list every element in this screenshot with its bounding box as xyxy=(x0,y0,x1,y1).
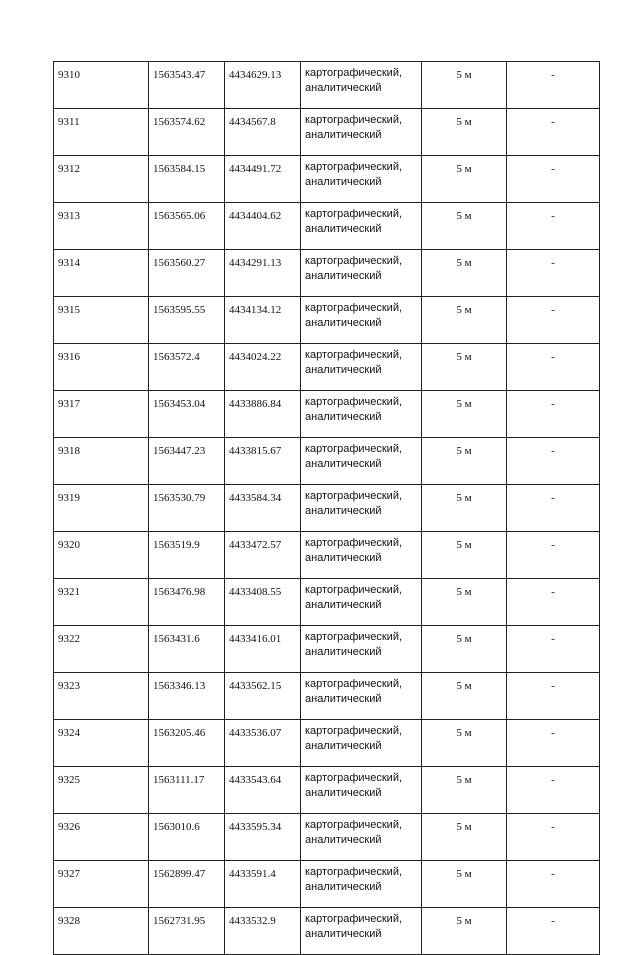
description-cell xyxy=(507,203,600,250)
point-number-cell xyxy=(54,438,149,485)
y-coordinate-cell xyxy=(225,297,301,344)
description-cell xyxy=(507,720,600,767)
accuracy-cell xyxy=(422,673,507,720)
accuracy-text: 5 м xyxy=(456,915,472,927)
description-text: - xyxy=(551,492,555,504)
accuracy-text: 5 м xyxy=(456,351,472,363)
method-text-line-2: аналитический xyxy=(305,834,382,846)
method-text-line-1: картографический, xyxy=(305,584,403,596)
accuracy-text: 5 м xyxy=(456,69,472,81)
method-text-line-1: картографический, xyxy=(305,490,403,502)
method-cell xyxy=(301,720,422,767)
table-row xyxy=(54,532,600,579)
table-row xyxy=(54,297,600,344)
point-number-text: 9321 xyxy=(58,586,80,598)
accuracy-cell xyxy=(422,109,507,156)
method-cell xyxy=(301,109,422,156)
y-coordinate-cell xyxy=(225,720,301,767)
accuracy-text: 5 м xyxy=(456,116,472,128)
table-row xyxy=(54,720,600,767)
method-text-line-2: аналитический xyxy=(305,693,382,705)
y-coordinate-text: 4433416.01 xyxy=(229,633,282,645)
method-text-line-1: картографический, xyxy=(305,537,403,549)
point-number-text: 9312 xyxy=(58,163,80,175)
point-number-cell xyxy=(54,767,149,814)
accuracy-text: 5 м xyxy=(456,492,472,504)
x-coordinate-cell xyxy=(149,391,225,438)
y-coordinate-cell xyxy=(225,673,301,720)
method-text-line-2: аналитический xyxy=(305,129,382,141)
x-coordinate-text: 1563560.27 xyxy=(153,257,206,269)
accuracy-text: 5 м xyxy=(456,304,472,316)
method-text-line-1: картографический, xyxy=(305,67,403,79)
method-text-line-2: аналитический xyxy=(305,411,382,423)
x-coordinate-cell xyxy=(149,250,225,297)
method-text-line-2: аналитический xyxy=(305,787,382,799)
point-number-text: 9325 xyxy=(58,774,80,786)
x-coordinate-cell xyxy=(149,861,225,908)
table-row xyxy=(54,861,600,908)
table-row xyxy=(54,908,600,955)
method-text-line-2: аналитический xyxy=(305,552,382,564)
coordinates-table-body xyxy=(54,62,600,955)
method-cell xyxy=(301,156,422,203)
accuracy-text: 5 м xyxy=(456,445,472,457)
method-text-line-2: аналитический xyxy=(305,740,382,752)
point-number-text: 9328 xyxy=(58,915,80,927)
description-cell xyxy=(507,626,600,673)
x-coordinate-text: 1563476.98 xyxy=(153,586,206,598)
point-number-cell xyxy=(54,391,149,438)
accuracy-cell xyxy=(422,156,507,203)
method-cell xyxy=(301,908,422,955)
y-coordinate-cell xyxy=(225,532,301,579)
table-row xyxy=(54,344,600,391)
accuracy-text: 5 м xyxy=(456,680,472,692)
point-number-cell xyxy=(54,579,149,626)
accuracy-cell xyxy=(422,767,507,814)
description-text: - xyxy=(551,351,555,363)
point-number-cell xyxy=(54,250,149,297)
x-coordinate-text: 1563584.15 xyxy=(153,163,206,175)
description-text: - xyxy=(551,210,555,222)
method-text-line-1: картографический, xyxy=(305,631,403,643)
point-number-text: 9317 xyxy=(58,398,80,410)
point-number-text: 9320 xyxy=(58,539,80,551)
method-cell xyxy=(301,814,422,861)
x-coordinate-text: 1563447.23 xyxy=(153,445,206,457)
x-coordinate-cell xyxy=(149,673,225,720)
method-cell xyxy=(301,250,422,297)
y-coordinate-cell xyxy=(225,391,301,438)
point-number-text: 9316 xyxy=(58,351,80,363)
method-cell xyxy=(301,438,422,485)
x-coordinate-text: 1563565.06 xyxy=(153,210,206,222)
method-text-line-2: аналитический xyxy=(305,881,382,893)
description-cell xyxy=(507,438,600,485)
y-coordinate-cell xyxy=(225,109,301,156)
method-text-line-1: картографический, xyxy=(305,913,403,925)
point-number-cell xyxy=(54,485,149,532)
table-row xyxy=(54,438,600,485)
y-coordinate-cell xyxy=(225,62,301,109)
accuracy-cell xyxy=(422,438,507,485)
description-text: - xyxy=(551,257,555,269)
table-row xyxy=(54,250,600,297)
y-coordinate-text: 4433584.34 xyxy=(229,492,282,504)
method-text-line-2: аналитический xyxy=(305,364,382,376)
table-row xyxy=(54,814,600,861)
y-coordinate-text: 4433536.07 xyxy=(229,727,282,739)
y-coordinate-text: 4434024.22 xyxy=(229,351,282,363)
description-cell xyxy=(507,62,600,109)
method-cell xyxy=(301,861,422,908)
method-text-line-1: картографический, xyxy=(305,302,403,314)
x-coordinate-text: 1563543.47 xyxy=(153,69,206,81)
description-cell xyxy=(507,767,600,814)
x-coordinate-text: 1563111.17 xyxy=(153,774,205,786)
method-cell xyxy=(301,626,422,673)
method-cell xyxy=(301,203,422,250)
y-coordinate-cell xyxy=(225,579,301,626)
method-cell xyxy=(301,767,422,814)
description-cell xyxy=(507,485,600,532)
y-coordinate-cell xyxy=(225,156,301,203)
x-coordinate-cell xyxy=(149,344,225,391)
method-text-line-2: аналитический xyxy=(305,223,382,235)
x-coordinate-text: 1563574.62 xyxy=(153,116,206,128)
accuracy-cell xyxy=(422,532,507,579)
method-cell xyxy=(301,673,422,720)
description-text: - xyxy=(551,727,555,739)
description-text: - xyxy=(551,69,555,81)
table-row xyxy=(54,485,600,532)
table-row xyxy=(54,579,600,626)
method-text-line-2: аналитический xyxy=(305,928,382,940)
accuracy-cell xyxy=(422,861,507,908)
table-row xyxy=(54,626,600,673)
y-coordinate-text: 4433562.15 xyxy=(229,680,282,692)
description-text: - xyxy=(551,163,555,175)
accuracy-text: 5 м xyxy=(456,539,472,551)
description-text: - xyxy=(551,586,555,598)
point-number-text: 9313 xyxy=(58,210,80,222)
x-coordinate-cell xyxy=(149,203,225,250)
point-number-text: 9319 xyxy=(58,492,80,504)
description-text: - xyxy=(551,680,555,692)
point-number-cell xyxy=(54,814,149,861)
x-coordinate-cell xyxy=(149,485,225,532)
y-coordinate-text: 4434567.8 xyxy=(229,116,276,128)
y-coordinate-cell xyxy=(225,767,301,814)
y-coordinate-cell xyxy=(225,485,301,532)
x-coordinate-text: 1563595.55 xyxy=(153,304,206,316)
x-coordinate-text: 1563010.6 xyxy=(153,821,200,833)
method-text-line-2: аналитический xyxy=(305,270,382,282)
x-coordinate-cell xyxy=(149,109,225,156)
table-row xyxy=(54,156,600,203)
accuracy-text: 5 м xyxy=(456,210,472,222)
description-text: - xyxy=(551,633,555,645)
method-text-line-2: аналитический xyxy=(305,505,382,517)
method-text-line-2: аналитический xyxy=(305,176,382,188)
point-number-text: 9323 xyxy=(58,680,80,692)
point-number-cell xyxy=(54,861,149,908)
x-coordinate-cell xyxy=(149,156,225,203)
method-text-line-1: картографический, xyxy=(305,772,403,784)
description-cell xyxy=(507,250,600,297)
description-text: - xyxy=(551,398,555,410)
point-number-cell xyxy=(54,626,149,673)
method-cell xyxy=(301,485,422,532)
x-coordinate-cell xyxy=(149,62,225,109)
x-coordinate-cell xyxy=(149,579,225,626)
table-row xyxy=(54,391,600,438)
point-number-cell xyxy=(54,673,149,720)
y-coordinate-cell xyxy=(225,203,301,250)
point-number-cell xyxy=(54,62,149,109)
method-text-line-2: аналитический xyxy=(305,317,382,329)
x-coordinate-text: 1563453.04 xyxy=(153,398,206,410)
method-text-line-1: картографический, xyxy=(305,725,403,737)
x-coordinate-cell xyxy=(149,908,225,955)
description-text: - xyxy=(551,116,555,128)
y-coordinate-text: 4434134.12 xyxy=(229,304,282,316)
table-row xyxy=(54,109,600,156)
accuracy-text: 5 м xyxy=(456,821,472,833)
method-text-line-1: картографический, xyxy=(305,208,403,220)
y-coordinate-text: 4433591.4 xyxy=(229,868,276,880)
method-text-line-1: картографический, xyxy=(305,866,403,878)
y-coordinate-cell xyxy=(225,626,301,673)
description-cell xyxy=(507,391,600,438)
method-text-line-1: картографический, xyxy=(305,678,403,690)
method-text-line-1: картографический, xyxy=(305,161,403,173)
accuracy-cell xyxy=(422,720,507,767)
description-cell xyxy=(507,156,600,203)
table-row xyxy=(54,203,600,250)
y-coordinate-text: 4433472.57 xyxy=(229,539,282,551)
accuracy-cell xyxy=(422,297,507,344)
accuracy-cell xyxy=(422,250,507,297)
table-row xyxy=(54,62,600,109)
point-number-text: 9326 xyxy=(58,821,80,833)
x-coordinate-text: 1563431.6 xyxy=(153,633,200,645)
method-text-line-1: картографический, xyxy=(305,819,403,831)
accuracy-cell xyxy=(422,908,507,955)
y-coordinate-text: 4433543.64 xyxy=(229,774,282,786)
accuracy-cell xyxy=(422,626,507,673)
point-number-text: 9322 xyxy=(58,633,80,645)
method-text-line-2: аналитический xyxy=(305,646,382,658)
y-coordinate-cell xyxy=(225,250,301,297)
x-coordinate-text: 1563205.46 xyxy=(153,727,206,739)
coordinates-table xyxy=(53,61,600,955)
description-cell xyxy=(507,344,600,391)
y-coordinate-text: 4434491.72 xyxy=(229,163,282,175)
method-text-line-1: картографический, xyxy=(305,396,403,408)
accuracy-cell xyxy=(422,391,507,438)
description-text: - xyxy=(551,915,555,927)
method-text-line-1: картографический, xyxy=(305,349,403,361)
x-coordinate-cell xyxy=(149,626,225,673)
x-coordinate-text: 1562899.47 xyxy=(153,868,206,880)
accuracy-cell xyxy=(422,814,507,861)
table-row xyxy=(54,767,600,814)
accuracy-text: 5 м xyxy=(456,257,472,269)
x-coordinate-cell xyxy=(149,297,225,344)
y-coordinate-cell xyxy=(225,438,301,485)
x-coordinate-cell xyxy=(149,767,225,814)
y-coordinate-cell xyxy=(225,814,301,861)
x-coordinate-cell xyxy=(149,532,225,579)
description-cell xyxy=(507,532,600,579)
point-number-cell xyxy=(54,109,149,156)
method-cell xyxy=(301,344,422,391)
accuracy-cell xyxy=(422,203,507,250)
x-coordinate-text: 1562731.95 xyxy=(153,915,206,927)
method-cell xyxy=(301,579,422,626)
point-number-cell xyxy=(54,297,149,344)
description-cell xyxy=(507,109,600,156)
y-coordinate-text: 4434291.13 xyxy=(229,257,282,269)
point-number-text: 9324 xyxy=(58,727,80,739)
description-cell xyxy=(507,908,600,955)
table-row xyxy=(54,673,600,720)
y-coordinate-text: 4433886.84 xyxy=(229,398,282,410)
accuracy-text: 5 м xyxy=(456,163,472,175)
x-coordinate-text: 1563572.4 xyxy=(153,351,200,363)
description-text: - xyxy=(551,868,555,880)
description-cell xyxy=(507,297,600,344)
description-text: - xyxy=(551,445,555,457)
x-coordinate-text: 1563519.9 xyxy=(153,539,200,551)
y-coordinate-cell xyxy=(225,861,301,908)
x-coordinate-cell xyxy=(149,720,225,767)
y-coordinate-text: 4433408.55 xyxy=(229,586,282,598)
accuracy-text: 5 м xyxy=(456,774,472,786)
accuracy-text: 5 м xyxy=(456,633,472,645)
accuracy-text: 5 м xyxy=(456,727,472,739)
description-cell xyxy=(507,579,600,626)
method-cell xyxy=(301,62,422,109)
method-cell xyxy=(301,532,422,579)
accuracy-cell xyxy=(422,344,507,391)
x-coordinate-cell xyxy=(149,814,225,861)
description-text: - xyxy=(551,539,555,551)
method-text-line-2: аналитический xyxy=(305,599,382,611)
method-text-line-1: картографический, xyxy=(305,443,403,455)
point-number-text: 9318 xyxy=(58,445,80,457)
point-number-text: 9310 xyxy=(58,69,80,81)
point-number-cell xyxy=(54,532,149,579)
point-number-text: 9311 xyxy=(58,116,80,128)
accuracy-cell xyxy=(422,485,507,532)
y-coordinate-text: 4433532.9 xyxy=(229,915,276,927)
method-cell xyxy=(301,391,422,438)
point-number-text: 9327 xyxy=(58,868,80,880)
accuracy-cell xyxy=(422,62,507,109)
accuracy-cell xyxy=(422,579,507,626)
y-coordinate-text: 4433815.67 xyxy=(229,445,282,457)
point-number-text: 9314 xyxy=(58,257,80,269)
point-number-text: 9315 xyxy=(58,304,80,316)
x-coordinate-text: 1563346.13 xyxy=(153,680,206,692)
y-coordinate-text: 4433595.34 xyxy=(229,821,282,833)
point-number-cell xyxy=(54,908,149,955)
y-coordinate-cell xyxy=(225,908,301,955)
description-text: - xyxy=(551,821,555,833)
accuracy-text: 5 м xyxy=(456,398,472,410)
y-coordinate-text: 4434629.13 xyxy=(229,69,282,81)
y-coordinate-text: 4434404.62 xyxy=(229,210,282,222)
description-cell xyxy=(507,673,600,720)
y-coordinate-cell xyxy=(225,344,301,391)
description-text: - xyxy=(551,304,555,316)
point-number-cell xyxy=(54,720,149,767)
accuracy-text: 5 м xyxy=(456,868,472,880)
description-cell xyxy=(507,861,600,908)
x-coordinate-cell xyxy=(149,438,225,485)
method-text-line-2: аналитический xyxy=(305,82,382,94)
accuracy-text: 5 м xyxy=(456,586,472,598)
method-text-line-1: картографический, xyxy=(305,255,403,267)
description-text: - xyxy=(551,774,555,786)
x-coordinate-text: 1563530.79 xyxy=(153,492,206,504)
method-cell xyxy=(301,297,422,344)
point-number-cell xyxy=(54,203,149,250)
point-number-cell xyxy=(54,344,149,391)
point-number-cell xyxy=(54,156,149,203)
method-text-line-1: картографический, xyxy=(305,114,403,126)
description-cell xyxy=(507,814,600,861)
method-text-line-2: аналитический xyxy=(305,458,382,470)
